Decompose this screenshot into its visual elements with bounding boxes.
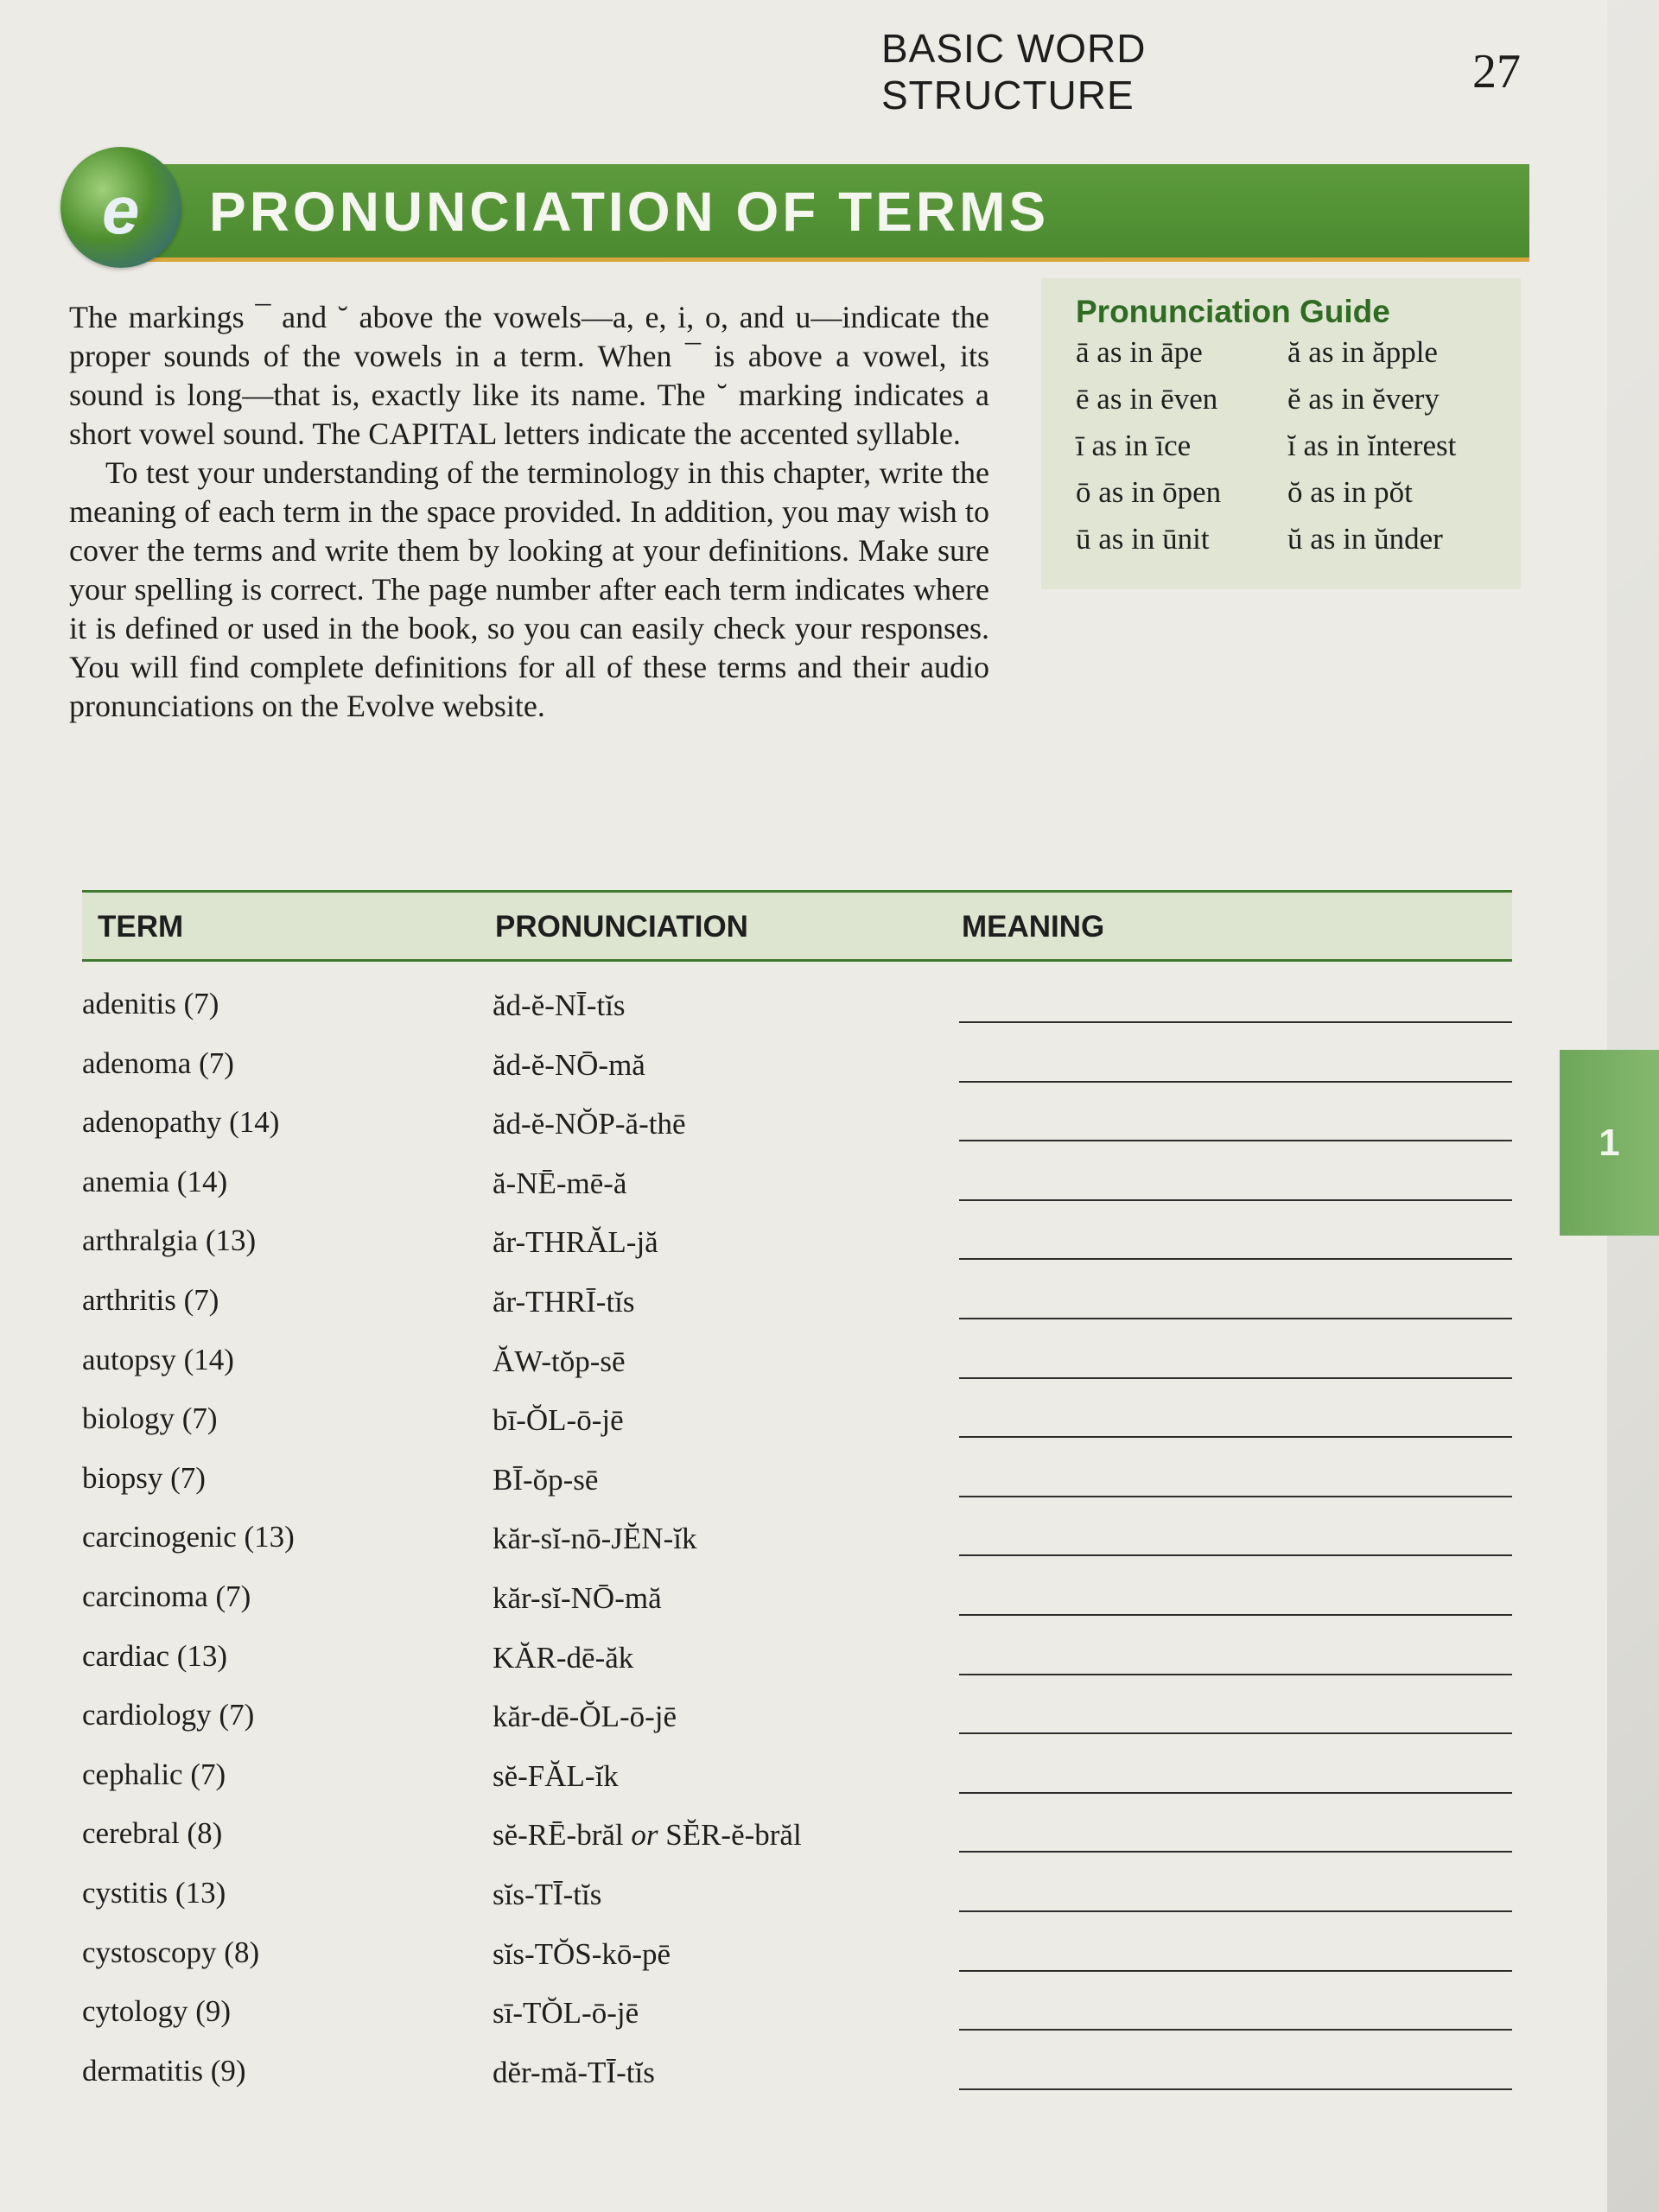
table-row <box>82 2044 1512 2103</box>
pronunciation-cell: kăr-dē-ŎL-ō-jē <box>493 1700 677 1734</box>
running-head <box>881 26 1521 118</box>
table-row <box>82 1273 1512 1332</box>
table-row <box>82 1095 1512 1154</box>
table-row <box>82 1154 1512 1214</box>
term-cell: adenoma (7) <box>82 1046 234 1080</box>
pronunciation-cell: sĭs-TŎS-kō-pē <box>493 1936 671 1971</box>
pronunciation-cell: ăr-THRĪ-tĭs <box>493 1284 635 1319</box>
guide-item: ă as in ăpple <box>1287 335 1438 369</box>
intro-paragraph-2: To test your understanding of the terminology in this chapter, write the meaning of each term in the space provided. In addition, you may wish to cover the terms and write them by looking at your definitions. Make sure your spelling is correct. The page number after each term indicates where it is defined or used in the book, so you can easily check your responses. You will find complete definitions for all of these terms and their audio pronunciations on the Evolve website. <box>69 455 989 723</box>
term-cell: dermatitis (9) <box>82 2053 246 2088</box>
term-cell: adenopathy (14) <box>82 1105 280 1140</box>
table-row <box>82 1984 1512 2044</box>
table-row <box>82 1391 1512 1451</box>
pronunciation-cell: sĕ-RĒ-brăl or SĔR-ĕ-brăl <box>493 1818 802 1853</box>
pronunciation-cell: ăr-THRĂL-jă <box>493 1225 658 1260</box>
logo-letter: e <box>102 172 140 248</box>
pronunciation-cell: dĕr-mă-TĪ-tĭs <box>493 2055 655 2089</box>
meaning-answer-line[interactable] <box>959 1436 1512 1438</box>
guide-item: ĭ as in ĭnterest <box>1287 429 1457 462</box>
meaning-answer-line[interactable] <box>959 1199 1512 1201</box>
term-cell: cephalic (7) <box>82 1757 226 1791</box>
pronunciation-cell: sĕ-FĂL-ĭk <box>493 1758 619 1793</box>
table-row <box>82 1747 1512 1807</box>
table-row <box>82 1629 1512 1688</box>
meaning-answer-line[interactable] <box>959 1140 1512 1141</box>
meaning-answer-line[interactable] <box>959 1081 1512 1083</box>
running-head-title: BASIC WORD STRUCTURE <box>881 26 1147 118</box>
pronunciation-cell: ă-NĒ-mē-ă <box>493 1166 627 1200</box>
table-row <box>82 1688 1512 1747</box>
pronunciation-cell: ăd-ĕ-NŎP-ă-thē <box>493 1107 686 1141</box>
meaning-answer-line[interactable] <box>959 1496 1512 1497</box>
table-row <box>82 1036 1512 1096</box>
page-number: 27 <box>1472 45 1521 99</box>
guide-item: ŏ as in pŏt <box>1287 475 1413 509</box>
pronunciation-guide-box <box>1041 278 1521 589</box>
meaning-answer-line[interactable] <box>959 1970 1512 1972</box>
section-title: PRONUNCIATION OF TERMS <box>209 181 1050 243</box>
pronunciation-cell: kăr-sĭ-NŌ-mă <box>493 1580 662 1615</box>
term-cell: biopsy (7) <box>82 1460 206 1495</box>
meaning-answer-line[interactable] <box>959 1732 1512 1734</box>
section-banner <box>104 164 1529 259</box>
meaning-answer-line[interactable] <box>959 1318 1512 1319</box>
pronunciation-cell: sĭs-TĪ-tĭs <box>493 1877 602 1911</box>
intro-paragraph-1: The markings ¯ and ˘ above the vowels—a, e, i, o, and u—indicate the proper sounds of the vowels in a term. When ¯ is above a vowel, its sound is long—that is, exactly like its name. The ˘ marking indicates a short vowel sound. The CAPITAL letters indicate the accented syllable. <box>69 300 989 451</box>
meaning-answer-line[interactable] <box>959 1614 1512 1616</box>
table-row <box>82 1866 1512 1925</box>
term-cell: cardiology (7) <box>82 1698 255 1732</box>
guide-item: ō as in ōpen <box>1076 475 1222 509</box>
term-cell: anemia (14) <box>82 1164 228 1198</box>
table-row <box>82 1925 1512 1985</box>
term-cell: carcinoma (7) <box>82 1579 251 1613</box>
guide-item: ŭ as in ŭnder <box>1287 522 1443 556</box>
banner-accent-rule <box>104 257 1529 262</box>
guide-item: ā as in āpe <box>1076 335 1203 369</box>
table-row <box>82 1213 1512 1273</box>
pronunciation-cell: BĪ-ŏp-sē <box>493 1462 599 1497</box>
term-cell: cystoscopy (8) <box>82 1935 260 1969</box>
meaning-answer-line[interactable] <box>959 2088 1512 2090</box>
table-row <box>82 1332 1512 1392</box>
chapter-tab-label: 1 <box>1599 1121 1620 1164</box>
meaning-answer-line[interactable] <box>959 1792 1512 1794</box>
guide-item: ē as in ēven <box>1076 382 1218 416</box>
table-row <box>82 1451 1512 1510</box>
pronunciation-cell: bī-ŎL-ō-jē <box>493 1403 624 1438</box>
table-row <box>82 1510 1512 1569</box>
header-meaning: MEANING <box>962 910 1105 944</box>
term-cell: cytology (9) <box>82 1994 232 2029</box>
pronunciation-cell: KĂR-dē-ăk <box>493 1640 634 1675</box>
meaning-answer-line[interactable] <box>959 2029 1512 2031</box>
intro-text <box>69 298 989 726</box>
evolve-logo-icon <box>60 147 181 268</box>
meaning-answer-line[interactable] <box>959 1674 1512 1675</box>
guide-item: ĕ as in ĕvery <box>1287 382 1440 416</box>
guide-title: Pronunciation Guide <box>1076 294 1390 329</box>
term-cell: arthralgia (13) <box>82 1224 257 1258</box>
meaning-answer-line[interactable] <box>959 1910 1512 1912</box>
pronunciation-cell: kăr-sĭ-nō-JĔN-ĭk <box>493 1522 697 1556</box>
pronunciation-cell: ăd-ĕ-NŌ-mă <box>493 1047 645 1082</box>
term-table-body <box>82 976 1512 2102</box>
term-cell: adenitis (7) <box>82 987 219 1020</box>
meaning-answer-line[interactable] <box>959 1021 1512 1023</box>
meaning-answer-line[interactable] <box>959 1851 1512 1853</box>
table-row <box>82 976 1512 1036</box>
term-cell: autopsy (14) <box>82 1342 234 1376</box>
term-cell: carcinogenic (13) <box>82 1520 295 1554</box>
pronunciation-cell: ăd-ĕ-NĪ-tĭs <box>493 988 626 1022</box>
term-cell: cardiac (13) <box>82 1638 228 1673</box>
meaning-answer-line[interactable] <box>959 1554 1512 1556</box>
meaning-answer-line[interactable] <box>959 1377 1512 1379</box>
meaning-answer-line[interactable] <box>959 1258 1512 1260</box>
table-row <box>82 1569 1512 1629</box>
guide-item: ū as in ūnit <box>1076 522 1210 556</box>
table-header <box>82 893 1512 959</box>
header-term: TERM <box>98 910 184 944</box>
term-cell: cerebral (8) <box>82 1816 223 1851</box>
chapter-thumb-tab <box>1560 1050 1659 1236</box>
pronunciation-cell: sī-TŎL-ō-jē <box>493 1996 639 2031</box>
table-row <box>82 1806 1512 1866</box>
guide-grid <box>1076 334 1521 558</box>
header-pronunciation: PRONUNCIATION <box>495 910 748 944</box>
pronunciation-cell: ĂW-tŏp-sē <box>493 1344 626 1378</box>
guide-item: ī as in īce <box>1076 429 1192 462</box>
table-header-bottom-rule <box>82 959 1512 962</box>
term-cell: biology (7) <box>82 1402 218 1436</box>
term-cell: arthritis (7) <box>82 1282 219 1317</box>
term-cell: cystitis (13) <box>82 1875 226 1910</box>
